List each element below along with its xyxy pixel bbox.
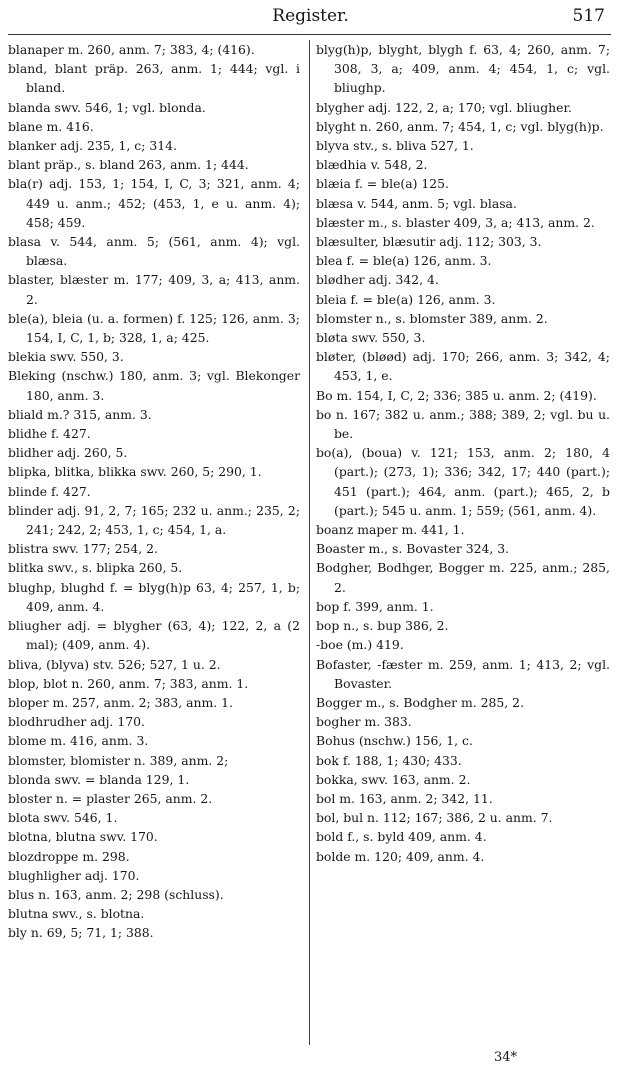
index-entry: blop, blot n. 260, anm. 7; 383, anm. 1. <box>8 675 249 691</box>
index-entry: bloper m. 257, anm. 2; 383, anm. 1. <box>8 694 233 710</box>
index-entry: blome m. 416, anm. 3. <box>8 733 149 749</box>
index-entry: boanz maper m. 441, 1. <box>316 522 465 538</box>
index-entry: bo n. 167; 382 u. anm.; 388; 389, 2; vgl. bu u. be. <box>316 406 610 442</box>
index-entry: Bodgher, Bodhger, Bogger m. 225, anm.; 285, 2. <box>316 560 610 595</box>
index-entry: blonda swv. = blanda 129, 1. <box>8 771 190 787</box>
index-entry: blødher adj. 342, 4. <box>316 272 439 288</box>
index-entry: bleia f. = ble(a) 126, anm. 3. <box>316 291 496 307</box>
index-entry: blinder adj. 91, 2, 7; 165; 232 u. anm.; 235, 2; 241; 242, 2; 453, 1, c; 454, 1, a. <box>8 502 300 538</box>
index-entry: bloster n. = plaster 265, anm. 2. <box>8 790 213 806</box>
index-entry: bly n. 69, 5; 71, 1; 388. <box>8 925 154 941</box>
index-entry: blædhia v. 548, 2. <box>316 157 428 173</box>
index-entry: blistra swv. 177; 254, 2. <box>8 541 158 557</box>
index-entry: bold f., s. byld 409, anm. 4. <box>316 829 487 845</box>
index-entry: bol, bul n. 112; 167; 386, 2 u. anm. 7. <box>316 810 553 826</box>
index-entry: blyght n. 260, anm. 7; 454, 1, c; vgl. blyg(h)p. <box>316 118 604 134</box>
index-entry: bland, blant präp. 263, anm. 1; 444; vgl. i bland. <box>8 61 300 96</box>
column-divider <box>309 40 310 1045</box>
index-entry: blekia swv. 550, 3. <box>8 349 124 365</box>
index-entry: bop f. 399, anm. 1. <box>316 598 434 614</box>
index-entry: blanda swv. 546, 1; vgl. blonda. <box>8 99 206 115</box>
index-entry: Bogger m., s. Bodgher m. 285, 2. <box>316 694 525 710</box>
index-entry: blyg(h)p, blyght, blygh f. 63, 4; 260, anm. 7; 308, 3, a; 409, anm. 4; 454, 1, c; vgl. bliughp. <box>316 42 610 96</box>
index-entry: Boaster m., s. Bovaster 324, 3. <box>316 541 510 557</box>
index-entry: blaster, blæster m. 177; 409, 3, a; 413, anm. 2. <box>8 272 300 307</box>
index-entry: blæia f. = ble(a) 125. <box>316 176 449 192</box>
index-entry: blinde f. 427. <box>8 483 91 499</box>
index-entry: blipka, blitka, blikka swv. 260, 5; 290, 1. <box>8 464 262 480</box>
index-entry: Bofaster, -fæster m. 259, anm. 1; 413, 2; vgl. Bovaster. <box>316 656 610 691</box>
page-header <box>0 4 621 32</box>
index-entry: Bleking (nschw.) 180, anm. 3; vgl. Blekonger 180, anm. 3. <box>8 368 300 403</box>
index-entry: bop n., s. bup 386, 2. <box>316 618 449 634</box>
signature-mark: 34* <box>494 1050 518 1065</box>
index-entry: bo(a), (boua) v. 121; 153, anm. 2; 180, 4 (part.); (273, 1); 336; 342, 17; 440 (part.); 451 (part.); 464, anm. (part.); 465, 2, b (part.); 545 u. anm. 1; 559; (561, anm. 4). <box>316 445 610 518</box>
index-entry: bliald m.? 315, anm. 3. <box>8 406 152 422</box>
index-entry: blidhe f. 427. <box>8 426 91 442</box>
index-entry: blanaper m. 260, anm. 7; 383, 4; (416). <box>8 42 255 57</box>
index-entry: blutna swv., s. blotna. <box>8 906 145 922</box>
index-entry: blant präp., s. bland 263, anm. 1; 444. <box>8 157 249 173</box>
index-entry: blodhrudher adj. 170. <box>8 714 145 730</box>
index-entry: blughligher adj. 170. <box>8 867 140 883</box>
index-entry: blotna, blutna swv. 170. <box>8 829 158 845</box>
index-entry: blus n. 163, anm. 2; 298 (schluss). <box>8 886 224 902</box>
index-entry: bløter, (bløød) adj. 170; 266, anm. 3; 342, 4; 453, 1, e. <box>316 349 610 384</box>
index-entry: blasa v. 544, anm. 5; (561, anm. 4); vgl. blæsa. <box>8 234 300 269</box>
index-entry: bok f. 188, 1; 430; 433. <box>316 752 462 768</box>
index-entry: blitka swv., s. blipka 260, 5. <box>8 560 183 576</box>
index-entry: bløta swv. 550, 3. <box>316 330 426 346</box>
index-entry: blæster m., s. blaster 409, 3, a; 413, anm. 2. <box>316 214 595 230</box>
index-entry: blygher adj. 122, 2, a; 170; vgl. bliugher. <box>316 99 572 115</box>
page-title: Register. <box>272 6 349 26</box>
index-entry: blæsa v. 544, anm. 5; vgl. blasa. <box>316 195 517 211</box>
index-entry: bogher m. 383. <box>316 714 412 730</box>
index-entry: blanker adj. 235, 1, c; 314. <box>8 138 177 154</box>
index-entry: bol m. 163, anm. 2; 342, 11. <box>316 790 493 806</box>
index-entry: -boe (m.) 419. <box>316 637 404 653</box>
index-entry: bolde m. 120; 409, anm. 4. <box>316 848 485 864</box>
index-entry: bla(r) adj. 153, 1; 154, I, C, 3; 321, anm. 4; 449 u. anm.; 452; (453, 1, e u. anm. 4); 458; 459. <box>8 176 300 230</box>
left-column <box>8 40 300 943</box>
index-entry: blyva stv., s. bliva 527, 1. <box>316 138 474 154</box>
index-entry: blidher adj. 260, 5. <box>8 445 128 461</box>
index-entry: blea f. = ble(a) 126, anm. 3. <box>316 253 492 269</box>
page-number: 517 <box>572 6 605 26</box>
header-rule <box>8 34 611 35</box>
index-entry: bliva, (blyva) stv. 526; 527, 1 u. 2. <box>8 656 221 672</box>
index-entry: blane m. 416. <box>8 118 94 134</box>
index-entry: blozdroppe m. 298. <box>8 848 130 864</box>
index-entry: Bo m. 154, I, C, 2; 336; 385 u. anm. 2; (419). <box>316 387 597 403</box>
index-entry: bokka, swv. 163, anm. 2. <box>316 771 471 787</box>
right-column <box>316 40 610 866</box>
index-entry: bliugher adj. = blygher (63, 4); 122, 2, a (2 mal); (409, anm. 4). <box>8 618 300 653</box>
index-entry: blæsulter, blæsutir adj. 112; 303, 3. <box>316 234 542 250</box>
index-entry: blomster, blomister n. 389, anm. 2; <box>8 752 229 768</box>
index-entry: Bohus (nschw.) 156, 1, c. <box>316 733 473 749</box>
index-entry: blota swv. 546, 1. <box>8 810 118 826</box>
index-entry: blomster n., s. blomster 389, anm. 2. <box>316 310 548 326</box>
index-entry: blughp, blughd f. = blyg(h)p 63, 4; 257, 1, b; 409, anm. 4. <box>8 579 300 614</box>
index-entry: ble(a), bleia (u. a. formen) f. 125; 126, anm. 3; 154, I, C, 1, b; 328, 1, a; 425. <box>8 310 300 346</box>
